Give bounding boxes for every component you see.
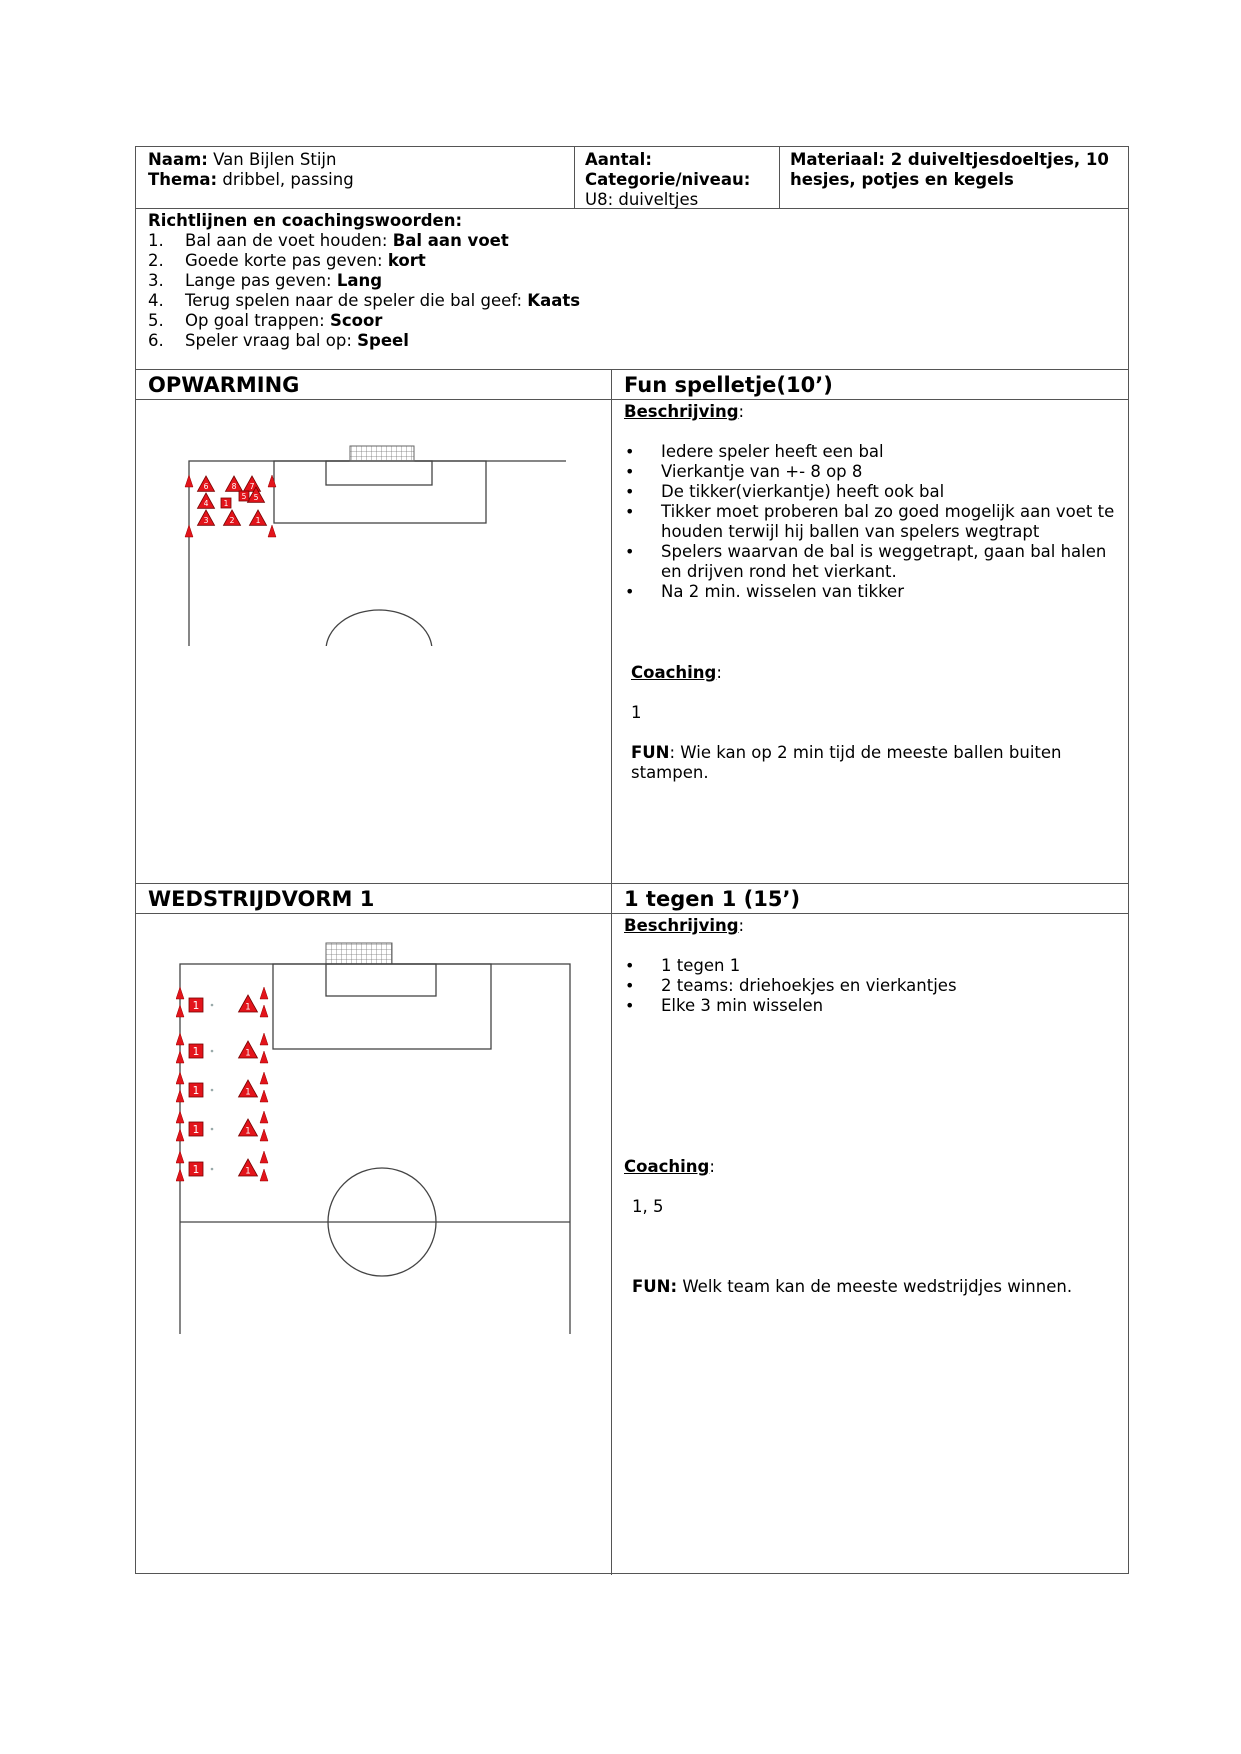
section2-bullets: [624, 956, 1119, 1016]
player-number: 1: [245, 1166, 251, 1177]
section1-coaching: Coaching: 1 FUN: Wie kan op 2 min tijd de meeste ballen buiten stampen.: [631, 663, 1062, 782]
cone-marker: [260, 1051, 268, 1063]
cone-marker: [260, 1005, 268, 1017]
triangle-player-marker: [225, 476, 242, 491]
triangle-player-marker: [197, 493, 214, 508]
bullet-item: • Elke 3 min wisselen: [624, 996, 1119, 1016]
ball-marker: [211, 1089, 214, 1092]
ball-marker: [211, 1128, 214, 1131]
guideline-item: 1. Bal aan de voet houden: Bal aan voet: [148, 231, 509, 250]
ball-marker: [211, 1168, 214, 1171]
divider: [136, 369, 1128, 370]
square-player-marker: [189, 1044, 203, 1058]
cone-marker: [260, 987, 268, 999]
player-number: 8: [231, 482, 237, 492]
cone-marker: [260, 1169, 268, 1181]
player-number: 1: [245, 1048, 251, 1059]
triangle-player-marker: [239, 1119, 258, 1137]
header-name-theme: Naam: Van Bijlen Stijn Thema: dribbel, passing: [148, 150, 354, 189]
triangle-player-marker: [197, 510, 214, 525]
player-number: 1: [255, 516, 261, 526]
guidelines: Richtlijnen en coachingswoorden: 1. Bal aan de voet houden: Bal aan voet 2. Goede korte pas geven: kort 3. Lange pas geven: Lang 4. Terug spelen naar de speler die bal geef: Kaats 5. Op goal trappen: Scoor 6. Speler vraag bal op: Speel: [148, 211, 1108, 351]
triangle-player-marker: [239, 1080, 258, 1098]
cone-marker: [176, 1129, 184, 1141]
section1-left-title: OPWARMING: [148, 373, 300, 397]
cone-marker: [176, 1111, 184, 1123]
bullet-item: • Vierkantje van +- 8 op 8: [624, 462, 1119, 482]
section1-right-title: Fun spelletje(10’): [624, 373, 833, 397]
triangle-player-marker: [239, 995, 258, 1013]
guideline-item: 6. Speler vraag bal op: Speel: [148, 331, 409, 350]
divider: [136, 883, 1128, 884]
bullet-item: • 1 tegen 1: [624, 956, 1119, 976]
match-field-diagram: [176, 939, 576, 1334]
section1-bullets: [624, 442, 1119, 602]
cone-marker: [260, 1129, 268, 1141]
divider: [611, 369, 612, 1575]
player-number: 2: [229, 516, 235, 526]
guidelines-list: [148, 231, 1108, 351]
guideline-item: 2. Goede korte pas geven: kort: [148, 251, 426, 270]
cone-marker: [176, 987, 184, 999]
player-number: 1: [223, 499, 229, 508]
square-player-marker: [189, 1122, 203, 1136]
square-player-marker: [189, 998, 203, 1012]
header-materiaal: Materiaal: 2 duiveltjesdoeltjes, 10 hesjes, potjes en kegels: [790, 150, 1109, 189]
cone-marker: [260, 1111, 268, 1123]
cone-marker: [260, 1151, 268, 1163]
square-player-marker: [189, 1162, 203, 1176]
cone-marker: [176, 1072, 184, 1084]
training-sheet: [135, 146, 1129, 1574]
cone-marker: [176, 1051, 184, 1063]
header-aantal: Aantal: Categorie/niveau: U8: duiveltjes: [585, 150, 751, 209]
player-number: 1: [192, 1000, 200, 1013]
divider: [779, 147, 780, 208]
cone-marker: [268, 525, 276, 537]
cone-marker: [185, 475, 193, 487]
triangle-player-marker: [197, 476, 214, 491]
player-number: 1: [192, 1164, 200, 1177]
divider: [574, 147, 575, 208]
triangle-player-marker: [239, 1159, 258, 1177]
cone-marker: [176, 1005, 184, 1017]
section1-description: Beschrijving: • Iedere speler heeft een bal • Vierkantje van +- 8 op 8 • De tikker(vierkantje) heeft ook bal • Tikker moet proberen bal zo goed mogelijk aan voet te houden terwijl hij ballen van spelers wegtrapt • Spelers waarvan de bal is weggetrapt, gaan bal halen en drijven rond het vierkant. • Na 2 min. wisselen van tikker: [624, 402, 1119, 602]
section2-description: Beschrijving: • 1 tegen 1 • 2 teams: driehoekjes en vierkantjes • Elke 3 min wisselen: [624, 916, 1119, 1016]
player-number: 4: [203, 499, 209, 509]
triangle-player-marker: [223, 510, 240, 525]
player-number: 6: [203, 482, 209, 492]
divider: [136, 913, 1128, 914]
triangle-player-marker: [243, 476, 260, 491]
player-number: 1: [192, 1124, 200, 1137]
player-number: 1: [192, 1046, 200, 1059]
cone-marker: [260, 1072, 268, 1084]
player-number: 1: [245, 1087, 251, 1098]
cone-marker: [185, 525, 193, 537]
player-number: 1: [192, 1085, 200, 1098]
bullet-item: • Iedere speler heeft een bal: [624, 442, 1119, 462]
section2-left-title: WEDSTRIJDVORM 1: [148, 887, 375, 911]
bullet-item: • 2 teams: driehoekjes en vierkantjes: [624, 976, 1119, 996]
cone-marker: [260, 1033, 268, 1045]
bullet-item: • De tikker(vierkantje) heeft ook bal: [624, 482, 1119, 502]
bullet-item: • Spelers waarvan de bal is weggetrapt, gaan bal halen en drijven rond het vierkant.: [624, 542, 1119, 582]
guideline-item: 5. Op goal trappen: Scoor: [148, 311, 383, 330]
section2-right-title: 1 tegen 1 (15’): [624, 887, 801, 911]
square-player-marker: [221, 498, 231, 508]
player-number: 5: [241, 492, 247, 501]
guideline-item: 3. Lange pas geven: Lang: [148, 271, 383, 290]
warmup-field-diagram: [176, 441, 566, 646]
player-number: 1: [245, 1002, 251, 1013]
cone-marker: [176, 1090, 184, 1102]
cone-marker: [176, 1151, 184, 1163]
player-number: 3: [203, 516, 209, 526]
triangle-player-marker: [249, 510, 266, 525]
square-player-marker: [189, 1083, 203, 1097]
guideline-item: 4. Terug spelen naar de speler die bal geef: Kaats: [148, 291, 581, 310]
cone-marker: [260, 1090, 268, 1102]
bullet-item: • Na 2 min. wisselen van tikker: [624, 582, 1119, 602]
ball-marker: [211, 1050, 214, 1053]
bullet-item: • Tikker moet proberen bal zo goed mogelijk aan voet te houden terwijl hij ballen van spelers wegtrapt: [624, 502, 1119, 542]
player-number: 1: [245, 1126, 251, 1137]
player-number: 5: [253, 493, 259, 503]
cone-marker: [176, 1169, 184, 1181]
cone-marker: [176, 1033, 184, 1045]
ball-marker: [211, 1004, 214, 1007]
cone-marker: [268, 475, 276, 487]
player-number: 7: [249, 482, 255, 492]
section2-coaching: Coaching: 1, 5 FUN: Welk team kan de meeste wedstrijdjes winnen.: [624, 1157, 1073, 1296]
divider: [136, 399, 1128, 400]
square-player-marker: [239, 491, 249, 501]
triangle-player-marker: [239, 1041, 258, 1059]
